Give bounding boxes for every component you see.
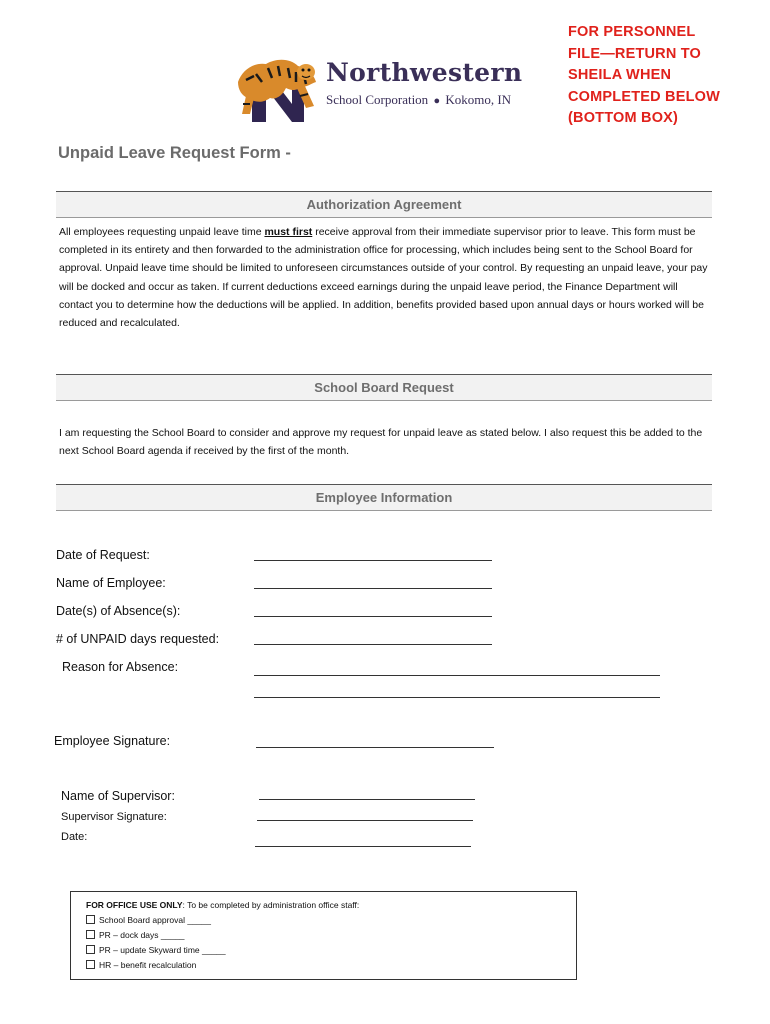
date-field[interactable]: [255, 846, 471, 847]
board-request-section-header: [56, 374, 712, 401]
office-checkbox-item[interactable]: [86, 945, 226, 955]
organization-subtitle: [326, 92, 511, 108]
dates-of-absence-field[interactable]: [254, 616, 492, 617]
employee-signature-label: Employee Signature:: [54, 734, 171, 748]
office-item-label: PR – update Skyward time _____: [99, 945, 226, 955]
office-use-heading-rest: : To be completed by administration office staff:: [182, 900, 360, 910]
organization-name: Northwestern: [326, 58, 523, 87]
reason-field-line-2[interactable]: [254, 697, 660, 698]
office-use-heading-bold: FOR OFFICE USE ONLY: [86, 900, 183, 910]
checkbox-icon[interactable]: [86, 960, 95, 969]
org-sub-right: Kokomo, IN: [445, 92, 512, 107]
reason-field-line-1[interactable]: [254, 675, 660, 676]
authorization-heading: Authorization Agreement: [306, 197, 462, 212]
office-use-box: [70, 891, 577, 980]
date-label: Date:: [61, 831, 88, 843]
date-of-request-field[interactable]: [254, 560, 492, 561]
notice-line: SHEILA WHEN: [568, 67, 672, 83]
employee-info-heading: Employee Information: [315, 490, 453, 505]
reason-label: Reason for Absence:: [62, 660, 179, 674]
office-item-label: PR – dock days _____: [99, 930, 185, 940]
office-item-label: HR – benefit recalculation: [99, 960, 197, 970]
form-title: Unpaid Leave Request Form -: [58, 144, 291, 162]
date-of-request-label: Date of Request:: [56, 548, 150, 562]
supervisor-signature-label: Supervisor Signature:: [61, 811, 167, 823]
authorization-text-after: receive approval from their immediate supervisor prior to leave. This form must be completed in its entirety and then forwarded to the administration office for processing, which includes being sent to the School Board for approval. Unpaid leave time should be limited to unforeseen circumstances outside of your control. By requesting an unpaid leave, your pay will be docked and occur as taken. If current deductions exceed earnings during the unpaid leave period, the Finance Department will contact you to determine how the deductions will be applied. In addition, benefits provided based upon annual days or hours worked will be reduced and recalculated.: [59, 226, 708, 330]
unpaid-days-field[interactable]: [254, 644, 492, 645]
supervisor-name-label: Name of Supervisor:: [61, 789, 175, 803]
checkbox-icon[interactable]: [86, 945, 95, 954]
office-use-heading: [86, 900, 359, 910]
dates-of-absence-label: Date(s) of Absence(s):: [56, 604, 181, 618]
checkbox-icon[interactable]: [86, 930, 95, 939]
office-checkbox-item[interactable]: [86, 915, 211, 925]
office-checkbox-item[interactable]: [86, 960, 196, 970]
authorization-text: [59, 223, 714, 332]
authorization-text-before: All employees requesting unpaid leave time: [59, 226, 265, 238]
org-sub-dot: ●: [433, 95, 441, 107]
employee-name-field[interactable]: [254, 588, 492, 589]
unpaid-days-label: # of UNPAID days requested:: [56, 632, 220, 646]
notice-line: FOR PERSONNEL: [568, 24, 696, 40]
employee-signature-field[interactable]: [256, 747, 494, 748]
office-checkbox-item[interactable]: [86, 930, 185, 940]
office-item-label: School Board approval _____: [99, 915, 211, 925]
supervisor-name-field[interactable]: [259, 799, 475, 800]
tiger-mascot-logo-icon: [232, 52, 324, 124]
employee-name-label: Name of Employee:: [56, 576, 166, 590]
authorization-emphasis: must first: [264, 226, 313, 238]
authorization-section-header: [56, 191, 712, 218]
notice-line: (BOTTOM BOX): [568, 110, 679, 126]
employee-info-section-header: [56, 484, 712, 511]
notice-line: FILE—RETURN TO: [568, 45, 702, 62]
org-sub-left: School Corporation: [326, 92, 429, 107]
board-request-text: I am requesting the School Board to consider and approve my request for unpaid leave as stated below. I also request this be added to the next School Board agenda if received by the first of the month.: [59, 427, 703, 458]
personnel-file-notice: [568, 22, 758, 130]
checkbox-icon[interactable]: [86, 915, 95, 924]
supervisor-signature-field[interactable]: [257, 820, 473, 821]
board-request-heading: School Board Request: [314, 380, 454, 395]
notice-line: COMPLETED BELOW: [568, 88, 721, 105]
